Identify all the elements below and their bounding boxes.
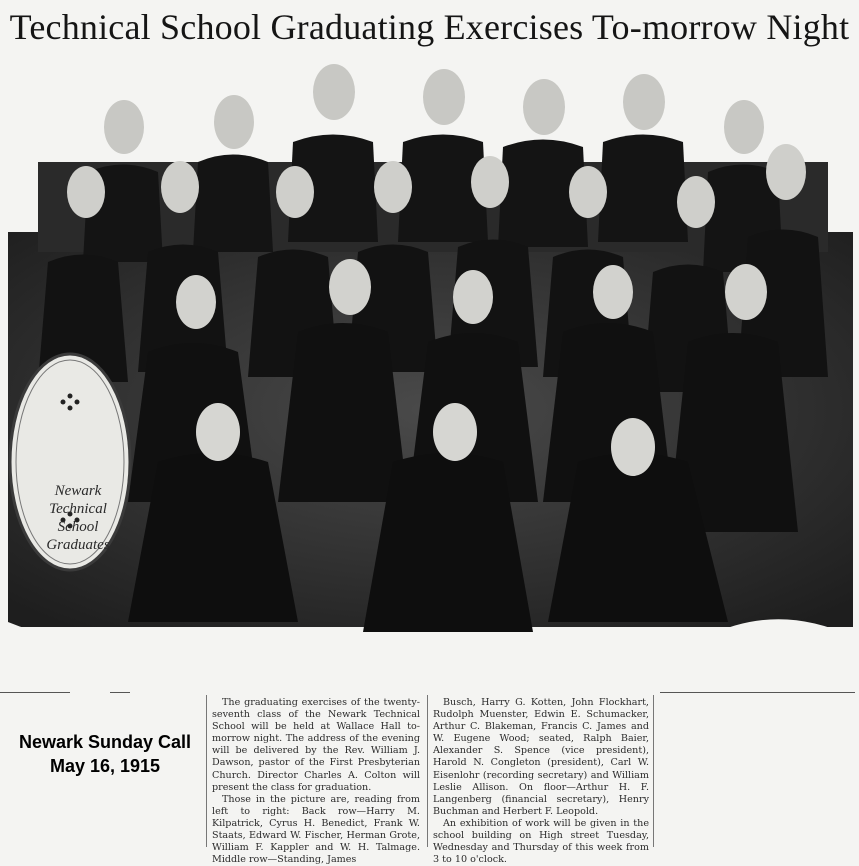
badge-caption: [28, 482, 128, 572]
article-column-1: [212, 697, 420, 866]
group-photo-graphic: [8, 62, 853, 672]
article-column-2: [433, 697, 649, 866]
article-paragraph: Those in the picture are, reading from left to right: Back row—Harry M. Kilpatrick, Cyrus H. Benedict, Frank W. Staats, Edward W. Fischer, Herman Grote, William F. Kappler and W. H. Talmage. Middle row—Standing, James: [212, 793, 420, 866]
badge-line: Technical: [49, 501, 107, 517]
divider-rule: [110, 692, 130, 693]
article-paragraph: An exhibition of work will be given in the school building on High street Tuesday, Wednesday and Thursday of this week from 3 to 10 o'clock.: [433, 817, 649, 866]
credit-date: May 16, 1915: [49, 756, 161, 776]
headline: Technical School Graduating Exercises To-morrow Night: [9, 7, 850, 47]
divider-rule: [0, 692, 70, 693]
column-rule: [427, 695, 428, 847]
badge-line: Graduates: [46, 537, 110, 553]
credit-publication: Newark Sunday Call: [18, 732, 192, 752]
article-paragraph: Busch, Harry G. Kotten, John Flockhart, Rudolph Muenster, Edwin E. Schumacker, Arthur C. Blakeman, Francis C. James and W. Eugene Wood; seated, Ralph Baier, Alexander S. Spence (vice president), Harold N. Congleton (president), Carl W. Eisenlohr (recording secretary) and William Leslie Allison. On floor—Arthur H. F. Langenberg (financial secretary), Henry Buchman and Herbert F. Leopold.: [433, 697, 649, 817]
source-credit: [10, 730, 200, 778]
article-paragraph: The graduating exercises of the twenty-seventh class of the Newark Technical School will be held at Wallace Hall to-morrow night. The address of the evening will be delivered by the Rev. William J. Dawson, pastor of the First Presbyterian Church. Director Charles A. Colton will present the class for graduation.: [212, 697, 420, 793]
column-rule: [206, 695, 207, 847]
badge-line: Newark: [54, 483, 102, 499]
column-rule: [653, 695, 654, 847]
group-photo: [8, 62, 853, 672]
divider-rule: [660, 692, 855, 693]
badge-line: School: [57, 519, 99, 535]
